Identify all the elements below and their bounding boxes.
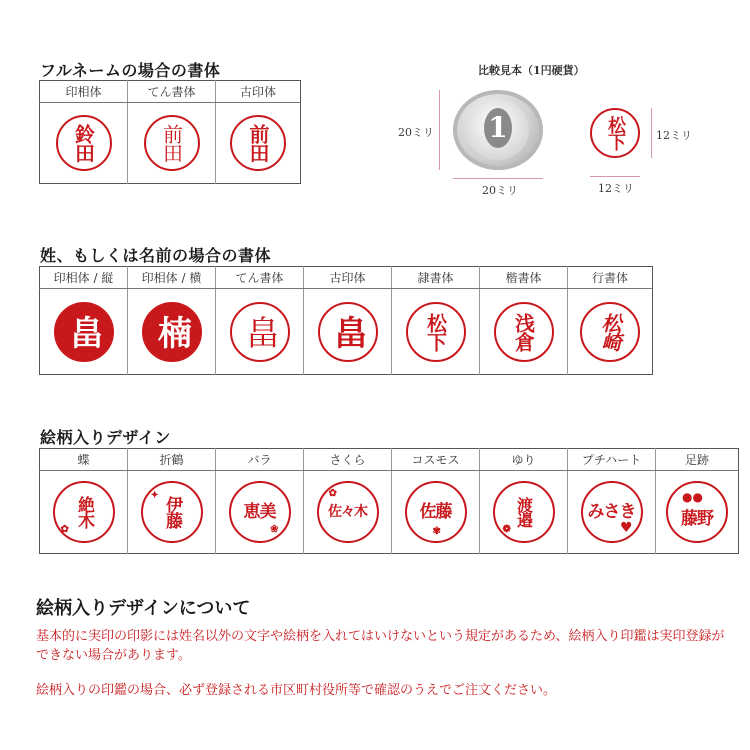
seal-sample: 恵美 ❀ bbox=[229, 481, 291, 543]
column-header: プチハート bbox=[568, 449, 656, 471]
fullname-section-title: フルネームの場合の書体 bbox=[40, 61, 221, 80]
seal-sample: 渡邉 ❁ bbox=[493, 481, 555, 543]
fullname-font-table bbox=[39, 80, 301, 184]
column-header: バラ bbox=[216, 449, 304, 471]
column-header: さくら bbox=[304, 449, 392, 471]
seal-sample: 楠 bbox=[142, 302, 202, 362]
seal-sample: 前田 bbox=[144, 115, 200, 171]
column-header: 行書体 bbox=[568, 267, 653, 289]
column-header: てん書体 bbox=[216, 267, 304, 289]
picture-section-title: 絵柄入りデザイン bbox=[40, 428, 171, 447]
column-header: 古印体 bbox=[216, 81, 301, 103]
seal-width-label: 12ミリ bbox=[598, 182, 634, 195]
column-header: コスモス bbox=[392, 449, 480, 471]
crane-icon: ✦ bbox=[150, 490, 159, 501]
seal-sample: 佐藤 ✾ bbox=[405, 481, 467, 543]
coin-width-label: 20ミリ bbox=[482, 184, 518, 197]
paw-print-icon: ●● bbox=[682, 490, 703, 504]
column-header: 楷書体 bbox=[480, 267, 568, 289]
column-header: ゆり bbox=[480, 449, 568, 471]
coin-height-label: 20ミリ bbox=[398, 126, 434, 139]
column-header: 古印体 bbox=[304, 267, 392, 289]
seal-sample: 鈴田 bbox=[56, 115, 112, 171]
seal-sample: 畠 bbox=[54, 302, 114, 362]
seal-sample: 佐々木 ✿ bbox=[317, 481, 379, 543]
seal-sample: 松崎 bbox=[580, 302, 640, 362]
column-header: 折鶴 bbox=[128, 449, 216, 471]
seal-sample: 浅倉 bbox=[494, 302, 554, 362]
notice-paragraph: 基本的に実印の印影には姓名以外の文字や絵柄を入れてはいけないという規定があるため、絵柄入り印鑑は実印登録ができない場合があります。 bbox=[36, 629, 725, 663]
cosmos-icon: ✾ bbox=[432, 526, 441, 537]
seal-height-line bbox=[651, 108, 652, 158]
seal-width-line bbox=[590, 176, 640, 177]
sakura-icon: ✿ bbox=[328, 488, 337, 499]
comparison-seal: 松下 bbox=[590, 108, 640, 158]
seal-sample: 絶木 ✿ bbox=[53, 481, 115, 543]
seal-sample: 前田 bbox=[230, 115, 286, 171]
picture-design-table bbox=[39, 448, 739, 554]
surname-section-title: 姓、もしくは名前の場合の書体 bbox=[40, 246, 272, 265]
comparison-title: 比較見本（1円硬貨） bbox=[478, 64, 585, 77]
coin-width-line bbox=[453, 178, 543, 179]
column-header: 印相体 / 横 bbox=[128, 267, 216, 289]
seal-height-label: 12ミリ bbox=[656, 129, 692, 142]
coin-height-line bbox=[439, 90, 440, 170]
column-header: 印相体 / 縦 bbox=[40, 267, 128, 289]
seal-sample: 畠 bbox=[230, 302, 290, 362]
seal-sample: 藤野 ●● bbox=[666, 481, 728, 543]
heart-icon: ♥ bbox=[619, 520, 633, 536]
rose-icon: ❀ bbox=[270, 524, 279, 535]
seal-sample: みさき ♥ bbox=[581, 481, 643, 543]
column-header: 印相体 bbox=[40, 81, 128, 103]
column-header: てん書体 bbox=[128, 81, 216, 103]
picture-design-info-title: 絵柄入りデザインについて bbox=[36, 598, 251, 619]
surname-font-table bbox=[39, 266, 653, 375]
column-header: 足跡 bbox=[656, 449, 739, 471]
notice-paragraph: 絵柄入りの印鑑の場合、必ず登録される市区町村役所等で確認のうえでご注文ください。 bbox=[36, 683, 557, 698]
lily-icon: ❁ bbox=[502, 524, 511, 535]
seal-sample: 松下 bbox=[406, 302, 466, 362]
seal-sample: 伊藤 ✦ bbox=[141, 481, 203, 543]
coin-inner-ring bbox=[467, 100, 529, 160]
column-header: 隷書体 bbox=[392, 267, 480, 289]
column-header: 蝶 bbox=[40, 449, 128, 471]
butterfly-icon: ✿ bbox=[60, 524, 69, 535]
seal-sample: 畠 bbox=[318, 302, 378, 362]
coin-digit: 1 bbox=[484, 108, 512, 148]
one-yen-coin bbox=[453, 90, 543, 170]
